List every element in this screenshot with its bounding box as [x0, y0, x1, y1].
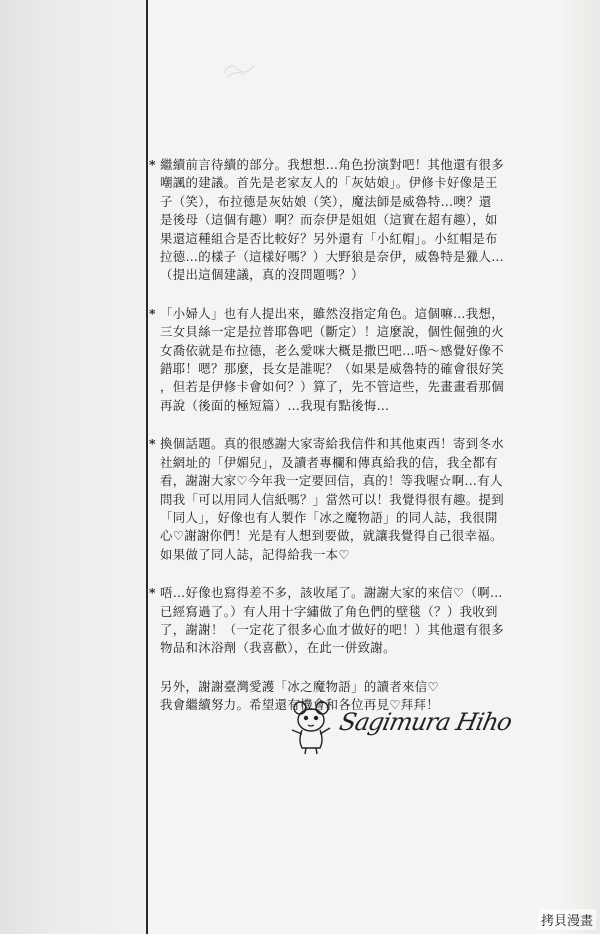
text-line: 換個話題。真的很感謝大家寄給我信件和其他東西！寄到冬水: [160, 436, 504, 452]
text-line: 女喬依就是布拉德，老么愛咪大概是撒巴吧…唔～感覺好像不: [160, 342, 504, 358]
site-watermark: 拷貝漫畫: [538, 909, 596, 930]
text-line: 了，謝謝！（一定花了很多心血才做好的吧！）其他還有很多: [160, 621, 504, 637]
paragraph-1: [150, 156, 550, 285]
page-edge-line: [146, 0, 148, 934]
text-line: 「小婦人」也有人提出來，雖然沒指定角色。這個嘛…我想，: [160, 305, 504, 321]
text-line: 子（笑），布拉德是灰姑娘（笑），魔法師是威魯特…噢？還: [160, 193, 492, 209]
text-line: 社網址的「伊媚兒」，及讀者專欄和傳真給我的信，我全都有: [160, 454, 498, 470]
signature-text: Sagimura Hiho: [337, 708, 514, 736]
text-line: 問我「可以用同人信紙嗎？」當然可以！我覺得很有趣。提到: [160, 491, 504, 507]
star-mark: *: [149, 585, 156, 601]
text-line: 繼續前言待續的部分。我想想…角色扮演對吧！其他還有很多: [160, 157, 504, 172]
text-line: ，但若是伊修卡會如何？）算了，先不管這些，先畫畫看那個: [160, 379, 504, 395]
star-mark: *: [149, 157, 156, 172]
text-line: 是後母（這個有趣）啊？而奈伊是姐姐（這實在超有趣），如: [160, 212, 498, 228]
paragraph-4: [150, 584, 550, 658]
text-line: 如果做了同人誌，記得給我一本♡: [160, 546, 350, 562]
text-line: 再說（後面的極短篇）…我現有點後悔…: [160, 397, 390, 413]
bear-doodle-icon: [288, 700, 336, 756]
text-line: 已經寫過了。）有人用十字繡做了角色們的壁毯（？）我收到: [160, 603, 498, 619]
text-line: 嘲諷的建議。首先是老家友人的「灰姑娘」。伊修卡好像是王: [160, 175, 498, 191]
text-line: 果還這種組合是否比較好？另外還有「小紅帽」。小紅帽是布: [160, 230, 498, 246]
ink-smudge: [220, 55, 260, 81]
afterword-text: [150, 156, 550, 715]
page-right-shadow: [560, 0, 600, 934]
text-line: 唔…好像也寫得差不多，該收尾了。謝謝大家的來信♡（啊…: [160, 585, 503, 601]
paragraph-2: [150, 305, 550, 415]
text-line: 心♡謝謝你們！光是有人想到要做，就讓我覺得自己很幸福。: [160, 528, 503, 544]
author-signature: [288, 700, 538, 760]
star-mark: *: [149, 305, 156, 321]
text-line: （提出這個建議，真的沒問題嗎？）: [160, 267, 364, 283]
text-line: 看，謝謝大家♡今年我一定要回信，真的！等我喔☆啊…有人: [160, 473, 503, 489]
text-line: 物品和沐浴劑（我喜歡），在此一併致謝。: [160, 640, 396, 656]
text-line: 錯耶！嗯？那麼，長女是誰呢？（如果是威魯特的確會很好笑: [160, 361, 504, 377]
text-line: 我會繼續努力。希望還有機會和各位再見♡拜拜！: [160, 697, 440, 713]
text-line: 另外，謝謝臺灣愛護「冰之魔物語」的讀者來信♡: [160, 678, 440, 694]
book-gutter: [0, 0, 148, 934]
text-line: 「同人」，好像也有人製作「冰之魔物語」的同人誌，我很開: [160, 509, 498, 525]
star-mark: *: [149, 436, 156, 452]
paragraph-3: [150, 435, 550, 564]
text-line: 拉德…的樣子（這樣好嗎？）大野狼是奈伊，威魯特是獵人…: [160, 249, 504, 265]
text-line: 三女貝絲一定是拉普耶魯吧（斷定）！這麼說，個性倔強的火: [160, 324, 504, 340]
